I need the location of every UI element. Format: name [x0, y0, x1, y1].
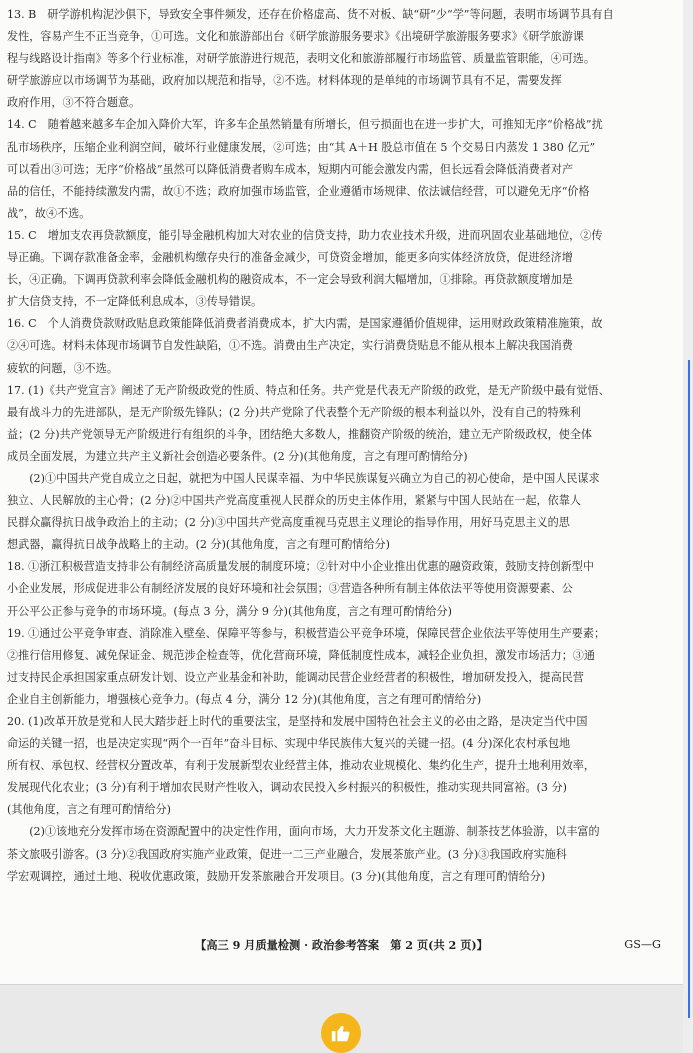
- answer-item: [7, 114, 675, 224]
- answer-line: 过支持民企承担国家重点研发计划、设立产业基金和补助，能调动民营企业经营者的积极性，增加研发投入，提高民营: [7, 670, 584, 684]
- answer-item: [7, 225, 675, 313]
- answer-line: 可以看出③可选；无序“价格战”虽然可以降低消费者购车成本，短期内可能会激发内需，但长远看会降低消费者对产: [7, 162, 574, 176]
- answer-line: 发展现代化农业；(3 分)有利于增加农民财产性收入，调动农民投入乡村振兴的积极性，推动实现共同富裕。(3 分): [7, 781, 567, 795]
- answer-line: 所有权、承包权、经营权分置改革，有利于发展新型农业经营主体，推动农业规模化、集约化生产，提升土地利用效率，: [7, 759, 595, 773]
- answer-line: 19. ①通过公平竞争审查、消除准入壁垒、保障平等参与，积极营造公平竞争环境，保障民营企业依法平等使用生产要素；: [7, 626, 606, 640]
- answer-line: (2)①中国共产党自成立之日起，就把为中国人民谋幸福、为中华民族谋复兴确立为自己的初心使命，是中国人民谋求: [7, 471, 600, 485]
- answer-line: 成员全面发展，为建立共产主义新社会创造必要条件。(2 分)(其他角度，言之有理可酌情给分): [7, 449, 468, 463]
- answer-line: 命运的关键一招，也是决定实现“两个一百年”奋斗目标、实现中华民族伟大复兴的关键一招。(4 分)深化农村承包地: [7, 737, 571, 751]
- answer-line: 20. (1)改革开放是党和人民大踏步赶上时代的重要法宝，是坚持和发展中国特色社会主义的必由之路，是决定当代中国: [7, 715, 588, 728]
- scroll-position-indicator[interactable]: [688, 360, 690, 1018]
- answer-line: 17. (1)《共产党宣言》阐述了无产阶级政党的性质、特点和任务。共产党是代表无产阶级的政党，是无产阶级中最有觉悟、: [7, 383, 610, 397]
- like-button[interactable]: [321, 1013, 361, 1053]
- footer-code: GS—G: [624, 938, 661, 951]
- answer-line: 最有战斗力的先进部队，是无产阶级先锋队；(2 分)共产党除了代表整个无产阶级的根本利益以外，没有自己的特殊利: [7, 405, 581, 419]
- answer-line: ②推行信用修复、减免保证金、规范涉企检查等，优化营商环境，降低制度性成本，减轻企业负担，激发市场活力；③通: [7, 648, 595, 662]
- answer-line: 导正确。下调存款准备金率，金融机构缴存央行的准备金减少，可贷资金增加，能更多向实体经济放贷，促进经济增: [7, 251, 573, 265]
- answer-line: 发性，容易产生不正当竞争，①可选。文化和旅游部出台《研学旅游服务要求》《出境研学旅游服务要求》《研学旅游课: [7, 30, 584, 44]
- answer-line: 开公平公正参与竞争的市场环境。(每点 3 分，满分 9 分)(其他角度，言之有理可酌情给分): [7, 604, 452, 618]
- answer-item: [7, 380, 675, 557]
- answer-line: 研学旅游应以市场调节为基础，政府加以规范和指导，②不选。材料体现的是单纯的市场调节具有不足，需要发挥: [7, 74, 562, 88]
- answer-line: 15. C 增加支农再贷款额度，能引导金融机构加大对农业的信贷支持，助力农业技术升级，进而巩固农业基础地位，②传: [7, 228, 603, 242]
- footer-title: 【高三 9 月质量检测 · 政治参考答案 第 2 页(共 2 页)】: [195, 938, 488, 952]
- answer-line: (2)①该地充分发挥市场在资源配置中的决定性作用，面向市场，大力开发茶文化主题游、制茶技艺体验游，以丰富的: [7, 825, 600, 839]
- answer-line: 独立、人民解放的主心骨；(2 分)②中国共产党高度重视人民群众的历史主体作用，紧紧与中国人民站在一起，依靠人: [7, 494, 581, 508]
- answer-line: 14. C 随着越来越多车企加入降价大军，许多车企虽然销量有所增长，但亏损面也在进一步扩大，可推知无序“价格战”扰: [7, 118, 603, 132]
- answer-line: ②④可选。材料未体现市场调节自发性缺陷，①不选。消费由生产决定，实行消费贷贴息不能从根本上解决我国消费: [7, 339, 573, 353]
- answer-line: 扩大信贷支持，不一定降低利息成本，③传导错误。: [7, 295, 263, 309]
- answer-line: 政府作用，③不符合题意。: [7, 96, 141, 110]
- answer-item: [7, 4, 675, 114]
- answer-line: 想武器，赢得抗日战争战略上的主动。(2 分)(其他角度，言之有理可酌情给分): [7, 538, 390, 552]
- answer-line: 民群众赢得抗日战争政治上的主动；(2 分)③中国共产党高度重视马克思主义理论的指导作用，用好马克思主义的思: [7, 516, 570, 530]
- answer-line: 18. ①浙江积极营造支持非公有制经济高质量发展的制度环境；②针对中小企业推出优惠的融资政策，鼓励支持创新型中: [7, 560, 594, 574]
- answer-item: [7, 623, 675, 711]
- answer-line: 长，④正确。下调再贷款利率会降低金融机构的融资成本，不一定会导致利润大幅增加，①排除。再贷款额度增加是: [7, 273, 573, 287]
- answer-line: 疲软的问题，③不选。: [7, 361, 118, 375]
- answer-line: (其他角度，言之有理可酌情给分): [7, 803, 171, 817]
- answer-line: 战”，故④不选。: [7, 206, 91, 220]
- answer-line: 16. C 个人消费贷款财政贴息政策能降低消费者消费成本，扩大内需，是国家遵循价值规律，运用财政政策精准施策，故: [7, 317, 603, 331]
- answer-content: [7, 4, 675, 888]
- answer-line: 品的信任，不能持续激发内需，故①不选；政府加强市场监管，企业遵循市场规律、依法诚信经营，可以避免无序“价格: [7, 184, 590, 198]
- answer-item: [7, 711, 675, 888]
- answer-line: 小企业发展，形成促进非公有制经济发展的良好环境和社会氛围；③营造各种所有制主体依法平等使用资源要素、公: [7, 582, 573, 596]
- answer-line: 益；(2 分)共产党领导无产阶级进行有组织的斗争，团结绝大多数人，推翻资产阶级的统治，建立无产阶级政权，使全体: [7, 427, 593, 441]
- thumbs-up-icon: [330, 1022, 352, 1044]
- answer-line: 茶文旅吸引游客。(3 分)②我国政府实施产业政策，促进一二三产业融合，发展茶旅产业。(3 分)③我国政府实施科: [7, 847, 567, 861]
- answer-line: 13. B 研学游机构泥沙俱下，导致安全事件频发，还存在价格虚高、货不对板、缺“研”少“学”等问题，表明市场调节具有自: [7, 8, 614, 21]
- answer-item: [7, 313, 675, 379]
- answer-line: 程与线路设计指南》等多个行业标准，对研学旅游进行规范，表明文化和旅游部履行市场监管、质量监管职能，④可选。: [7, 52, 595, 66]
- answer-line: 企业自主创新能力，增强核心竞争力。(每点 4 分，满分 12 分)(其他角度，言之有理可酌情给分): [7, 692, 482, 706]
- page-footer: [0, 934, 683, 956]
- answer-line: 学宏观调控，通过土地、税收优惠政策，鼓励开发茶旅融合开发项目。(3 分)(其他角度，言之有理可酌情给分): [7, 869, 546, 883]
- answer-line: 乱市场秩序，压缩企业利润空间，破坏行业健康发展，②可选；由“其 A＋H 股总市值在 5 个交易日内蒸发 1 380 亿元”: [7, 140, 596, 154]
- answer-item: [7, 556, 675, 622]
